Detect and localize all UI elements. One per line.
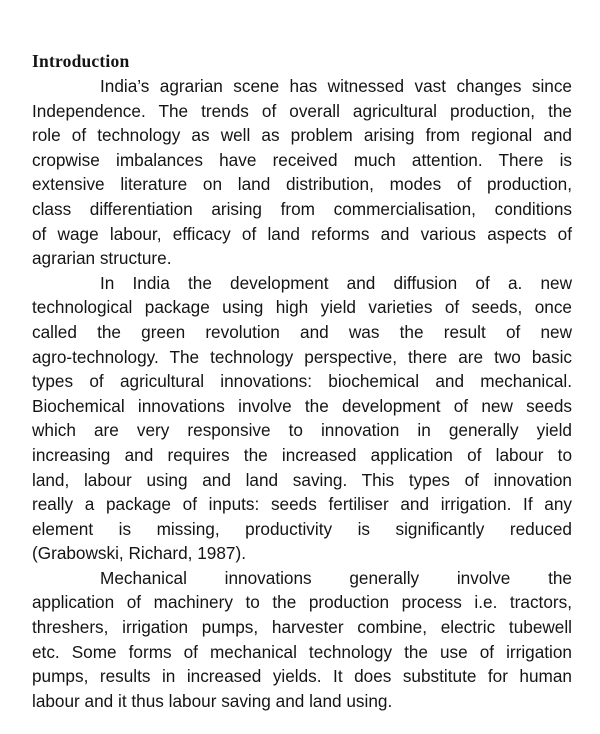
paragraph-line: In India the development and diffusion of a. new: [100, 272, 572, 293]
paragraph: [32, 271, 572, 566]
paragraph-line: which are very responsive to innovation in generally yield: [32, 420, 572, 441]
paragraph-line: really a package of inputs: seeds fertiliser and irrigation. If any: [32, 494, 572, 515]
paragraph-line: application of machinery to the production process i.e. tractors,: [32, 592, 572, 613]
paragraph: [32, 74, 572, 271]
paragraph-line: technological package using high yield varieties of seeds, once: [32, 297, 572, 318]
paragraph-line: (Grabowski, Richard, 1987).: [32, 543, 246, 564]
paragraph-line: element is missing, productivity is significantly reduced: [32, 518, 572, 539]
paragraph-line: called the green revolution and was the result of new: [32, 321, 572, 342]
paragraph: [32, 566, 572, 714]
paragraph-line: class differentiation arising from commercialisation, conditions: [32, 198, 572, 219]
paragraph-line: pumps, results in increased yields. It does substitute for human: [32, 666, 572, 687]
paragraph-line: agrarian structure.: [32, 248, 172, 269]
paragraph-line: role of technology as well as problem arising from regional and: [32, 125, 572, 146]
paragraph-line: labour and it thus labour saving and land using.: [32, 690, 393, 711]
paragraph-line: agro-technology. The technology perspective, there are two basic: [32, 346, 572, 367]
paragraph-line: types of agricultural innovations: biochemical and mechanical.: [32, 371, 572, 392]
section-heading: Introduction: [32, 51, 130, 71]
paragraph-line: Mechanical innovations generally involve the: [100, 567, 572, 588]
paragraphs-container: [32, 74, 572, 713]
paragraph-line: increasing and requires the increased application of labour to: [32, 444, 572, 465]
paragraph-line: etc. Some forms of mechanical technology the use of irrigation: [32, 641, 572, 662]
paragraph-line: India’s agrarian scene has witnessed vast changes since: [100, 76, 572, 96]
paragraph-line: Independence. The trends of overall agricultural production, the: [32, 100, 572, 121]
document-page: [32, 50, 572, 713]
paragraph-line: extensive literature on land distribution, modes of production,: [32, 174, 572, 195]
paragraph-line: of wage labour, efficacy of land reforms and various aspects of: [32, 223, 572, 244]
paragraph-line: threshers, irrigation pumps, harvester combine, electric tubewell: [32, 617, 572, 638]
paragraph-line: land, labour using and land saving. This types of innovation: [32, 469, 572, 490]
paragraph-line: Biochemical innovations involve the development of new seeds: [32, 395, 572, 416]
paragraph-line: cropwise imbalances have received much attention. There is: [32, 149, 572, 170]
